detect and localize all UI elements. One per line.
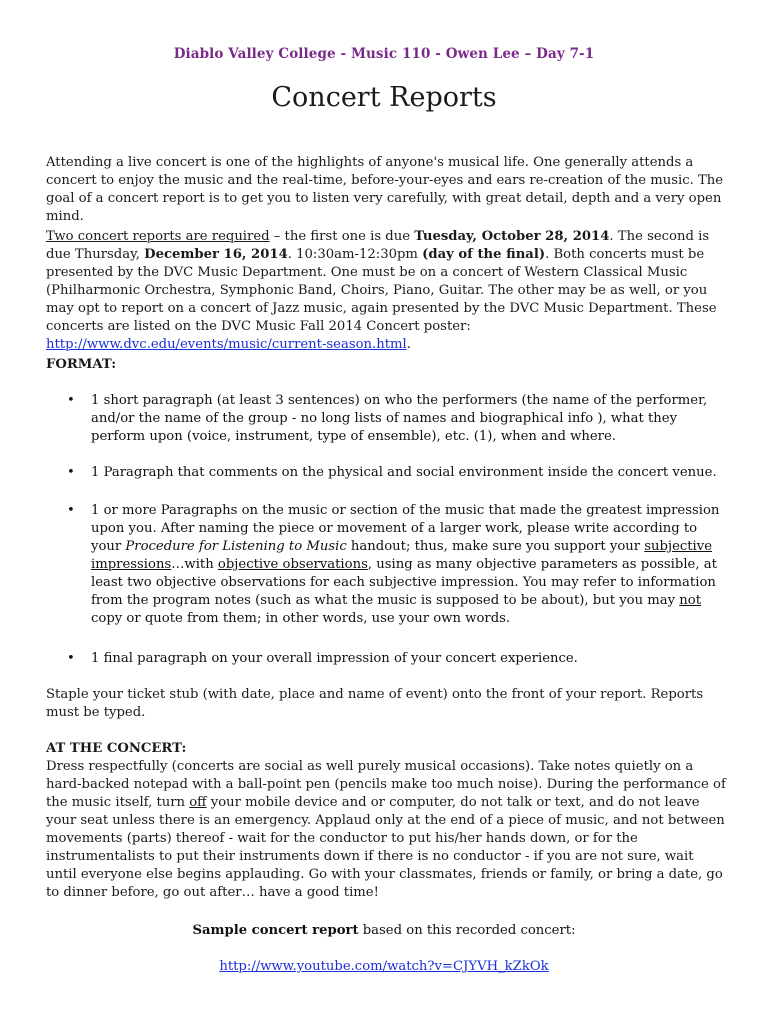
page-title: Concert Reports xyxy=(271,82,497,113)
format-list xyxy=(46,392,726,446)
staple-text: Staple your ticket stub (with date, place and name of event) onto the front of your report. Reports must be typed. xyxy=(46,687,704,720)
concert-heading: AT THE CONCERT: xyxy=(46,741,187,756)
youtube-link[interactable]: http://www.youtube.com/watch?v=CJYVH_kZkOk xyxy=(219,959,549,974)
requirements-text-2: . The second is due Thursday, xyxy=(46,229,710,262)
due-date-2: December 16, 2014 xyxy=(144,247,288,262)
due-date-1: Tuesday, October 28, 2014 xyxy=(414,229,610,244)
not-emphasis: not xyxy=(679,593,702,608)
procedure-handout-title: Procedure for Listening to Music xyxy=(125,539,347,554)
sample-report-rest: based on this recorded concert: xyxy=(358,923,576,938)
youtube-line xyxy=(0,958,768,976)
sample-report-bold: Sample concert report xyxy=(192,923,359,938)
requirements-text-4: . Both concerts must be presented by the DVC Music Department. One must be on a concert of Western Classical Music (Philharmonic Orchestra, Symphonic Band, Choirs, Piano, Guitar. The other may be as well, or you may opt to report on a concert of Jazz music, again presented by the DVC Music Department. These concerts are listed on the DVC Music Fall 2014 Concert poster: xyxy=(46,247,717,334)
bullet-3-text-a: 1 or more Paragraphs on the music or section of the music that made the greatest impression upon you. After naming the piece or movement of a larger work, please write according to your xyxy=(91,503,720,554)
list-item xyxy=(46,502,726,628)
requirements-text-3: . 10:30am-12:30pm xyxy=(287,247,423,262)
concert-section xyxy=(46,740,726,902)
requirements-paragraph xyxy=(46,228,726,354)
concert-paragraph xyxy=(46,758,726,902)
bullet-3-text-b: handout; thus, make sure you support your xyxy=(346,539,645,554)
bullet-1-text: 1 short paragraph (at least 3 sentences) on who the performers (the name of the performer, and/or the name of the group - no long lists of names and biographical info ), what they perform upon (voice, instrument, type of ensemble), etc. (1), when and where. xyxy=(91,393,708,444)
intro-text: Attending a live concert is one of the highlights of anyone's musical life. One generally attends a concert to enjoy the music and the real-time, before-your-eyes and ears re-creation of the music. The goal of a concert report is to get you to listen very carefully, with great detail, depth and a very open mind. xyxy=(46,155,724,224)
bullet-icon: • xyxy=(67,465,75,480)
subjective-impressions: subjective impressions xyxy=(91,539,713,572)
concert-text-b: your mobile device and or computer, do not talk or text, and do not leave your seat unless there is an emergency. Applaud only at the end of a piece of music, and not between movements (parts) thereof - wait for the conductor to put his/her hands down, or for the instrumentalists to put their instruments down if there is no conductor - if you are not sure, wait until everyone else begins applauding. Go with your classmates, friends or family, or bring a date, go to dinner before, go out after… have a good time! xyxy=(46,795,725,900)
list-item xyxy=(46,650,726,668)
objective-observations: objective observations xyxy=(217,557,368,572)
format-list-4 xyxy=(46,650,726,668)
course-header: Diablo Valley College - Music 110 - Owen Lee – Day 7-1 xyxy=(173,46,595,62)
bullet-4-text: 1 final paragraph on your overall impression of your concert experience. xyxy=(91,651,578,666)
concert-text-a: Dress respectfully (concerts are social as well purely musical occasions). Take notes quietly on a hard-backed notepad with a ball-point pen (pencils make too much noise). During the performance of the music itself, turn xyxy=(46,759,726,810)
format-list-2 xyxy=(46,464,726,482)
bullet-3-text-c: …with xyxy=(171,557,218,572)
bullet-icon: • xyxy=(67,503,75,518)
bullet-icon: • xyxy=(67,651,75,666)
bullet-3-text-e: copy or quote from them; in other words, use your own words. xyxy=(91,611,511,626)
requirements-text-1: – the first one is due xyxy=(269,229,415,244)
format-list-3 xyxy=(46,502,726,628)
concert-poster-link[interactable]: http://www.dvc.edu/events/music/current-season.html xyxy=(46,337,407,352)
off-emphasis: off xyxy=(189,795,207,810)
format-heading: FORMAT: xyxy=(46,357,117,372)
list-item xyxy=(46,392,726,446)
intro-paragraph xyxy=(46,154,726,226)
list-item xyxy=(46,464,726,482)
sample-report-line xyxy=(0,922,768,940)
staple-paragraph xyxy=(46,686,726,722)
bullet-icon: • xyxy=(67,393,75,408)
requirements-underlined: Two concert reports are required xyxy=(46,229,270,244)
final-note: (day of the final) xyxy=(422,247,546,262)
bullet-2-text: 1 Paragraph that comments on the physical and social environment inside the concert venue. xyxy=(91,465,717,480)
requirements-text-5: . xyxy=(406,337,411,352)
bullet-3-text-d: , using as many objective parameters as possible, at least two objective observations for each subjective impression. You may refer to information from the program notes (such as what the music is supposed to be about), but you may xyxy=(91,557,717,608)
